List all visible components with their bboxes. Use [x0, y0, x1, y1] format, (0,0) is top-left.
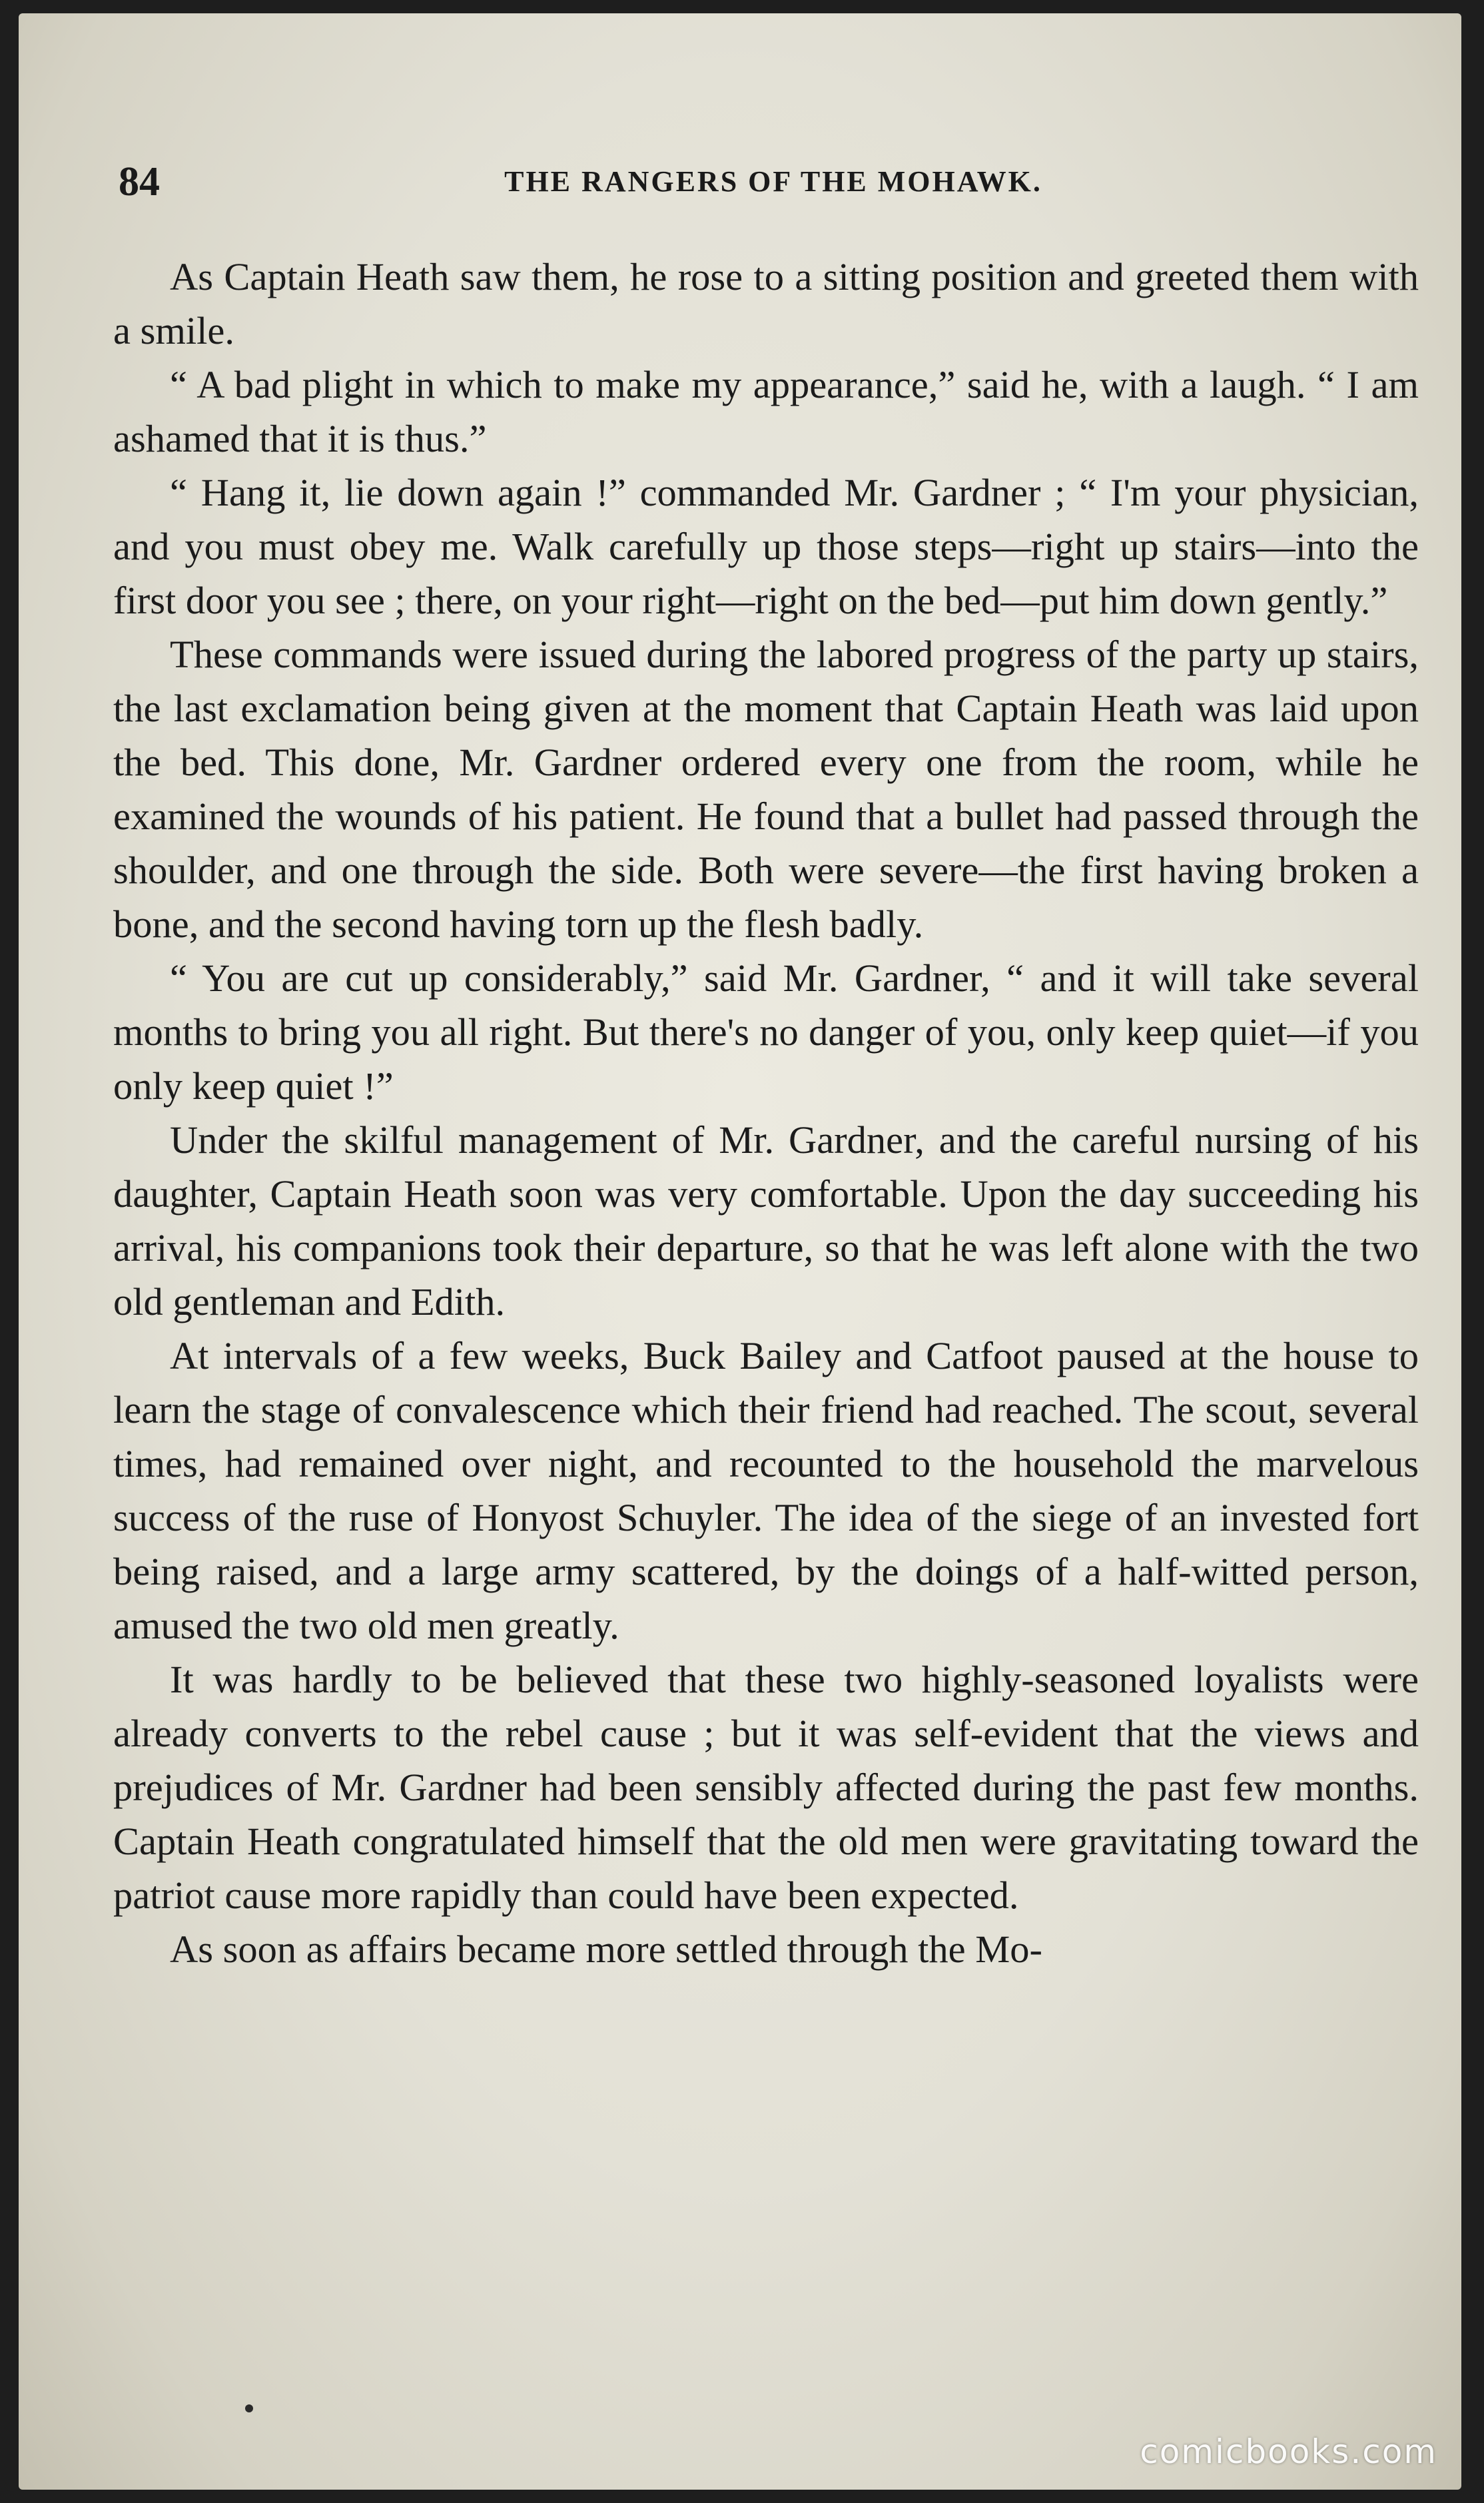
paragraph-2: “ A bad plight in which to make my appearance,” said he, with a laugh. “ I am ashamed that it is thus.” — [113, 363, 1419, 460]
running-title: THE RANGERS OF THE MOHAWK. — [504, 165, 1042, 198]
paragraph-5: “ You are cut up considerably,” said Mr. Gardner, “ and it will take several months to bring you all right. But there's no danger of you, only keep quiet—if you only keep quiet !” — [113, 956, 1419, 1108]
watermark: comicbooks.com — [1140, 2432, 1437, 2471]
running-head — [119, 159, 1368, 205]
paragraph-1: As Captain Heath saw them, he rose to a sitting position and greeted them with a smile. — [113, 255, 1419, 352]
paragraph-7: At intervals of a few weeks, Buck Bailey and Catfoot paused at the house to learn the stage of convalescence which their friend had reached. The scout, several times, had remained over night, and recounted to the household the marvelous success of the ruse of Honyost Schuyler. The idea of the siege of an invested fort being raised, and a large army scattered, by the doings of a half-witted person, amused the two old men greatly. — [113, 1334, 1419, 1647]
ink-dot — [245, 2404, 253, 2412]
body-text — [113, 250, 1419, 1976]
paragraph-4: These commands were issued during the labored progress of the party up stairs, the last exclamation being given at the moment that Captain Heath was laid upon the bed. This done, Mr. Gardner ordered every one from the room, while he examined the wounds of his patient. He found that a bullet had passed through the shoulder, and one through the side. Both were severe—the first having broken a bone, and the second having torn up the flesh badly. — [113, 633, 1419, 946]
page-number: 84 — [119, 159, 160, 204]
paragraph-3: “ Hang it, lie down again !” commanded Mr. Gardner ; “ I'm your physician, and you must obey me. Walk carefully up those steps—right up stairs—into the first door you see ; there, on your right—right on the bed—put him down gently.” — [113, 471, 1419, 622]
paragraph-6: Under the skilful management of Mr. Gardner, and the careful nursing of his daughter, Captain Heath soon was very comfortable. Upon the day succeeding his arrival, his companions took their departure, so that he was left alone with the two old gentleman and Edith. — [113, 1118, 1419, 1323]
book-page — [19, 13, 1461, 2490]
paragraph-8: It was hardly to be believed that these two highly-seasoned loyalists were already converts to the rebel cause ; but it was self-evident that the views and prejudices of Mr. Gardner had been sensibly affected during the past few months. Captain Heath congratulated himself that the old men were gravitating toward the patriot cause more rapidly than could have been expected. — [113, 1658, 1419, 1917]
paragraph-9: As soon as affairs became more settled through the Mo- — [170, 1928, 1042, 1971]
